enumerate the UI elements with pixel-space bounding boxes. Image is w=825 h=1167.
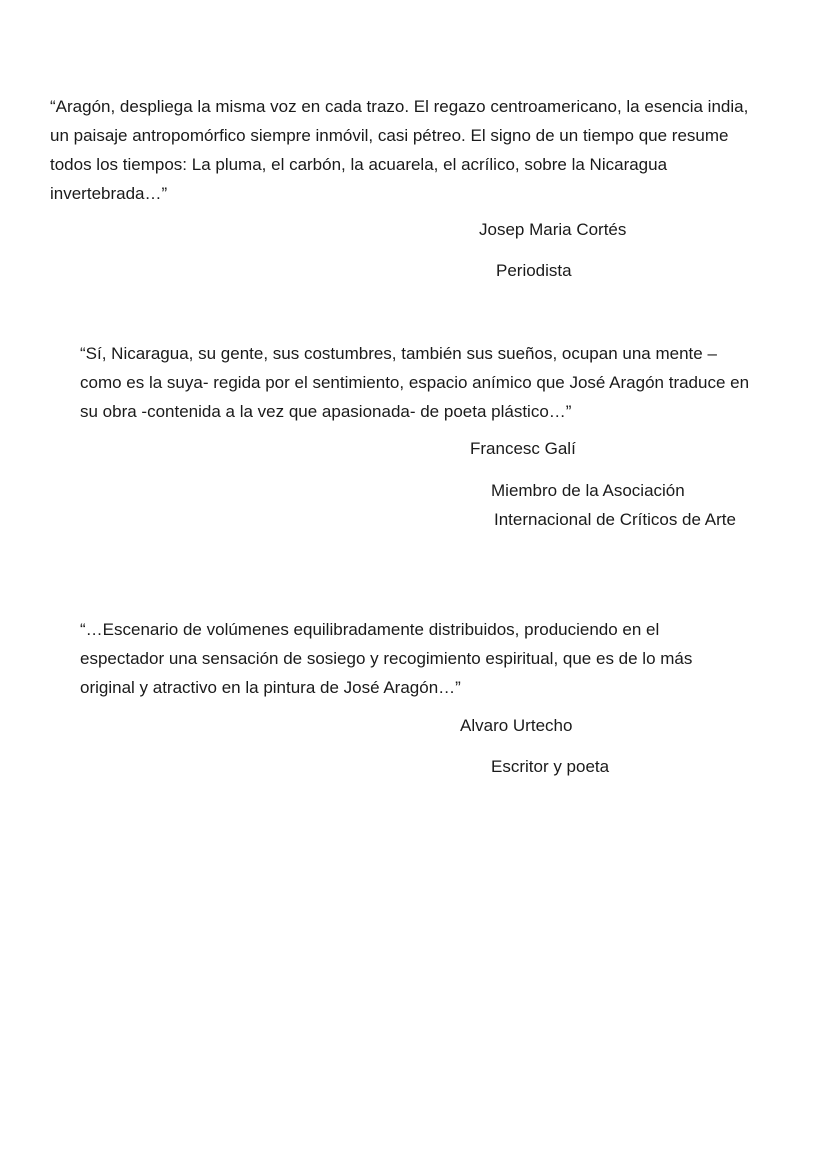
quote-3-line-2: espectador una sensación de sosiego y recogimiento espiritual, que es de lo más: [80, 649, 693, 668]
quote-1: [50, 92, 748, 208]
quote-2-author: Francesc Galí: [470, 439, 576, 458]
quote-1-line-3: todos los tiempos: La pluma, el carbón, la acuarela, el acrílico, sobre la Nicaragua: [50, 155, 668, 174]
quote-1-role: Periodista: [496, 261, 572, 280]
quote-1-author: Josep Maria Cortés: [479, 220, 627, 239]
quote-3-role: Escritor y poeta: [491, 757, 610, 776]
quote-2-line-1: “Sí, Nicaragua, su gente, sus costumbres, también sus sueños, ocupan una mente –: [80, 344, 717, 363]
quote-1-line-4: invertebrada…”: [50, 184, 168, 203]
quote-2-line-3: su obra -contenida a la vez que apasionada- de poeta plástico…”: [80, 402, 572, 421]
quote-3-line-3: original y atractivo en la pintura de José Aragón…”: [80, 678, 461, 697]
quote-1-line-2: un paisaje antropomórfico siempre inmóvil, casi pétreo. El signo de un tiempo que resume: [50, 126, 729, 145]
quote-3-line-1: “…Escenario de volúmenes equilibradamente distribuidos, produciendo en el: [80, 620, 660, 639]
quote-2: [80, 339, 749, 426]
quote-3-author: Alvaro Urtecho: [460, 716, 573, 735]
quote-2-role-line-1: Miembro de la Asociación: [491, 481, 685, 500]
quote-3: [80, 615, 692, 702]
quote-1-line-1: “Aragón, despliega la misma voz en cada trazo. El regazo centroamericano, la esencia india,: [50, 97, 749, 116]
quote-2-role-line-2: Internacional de Críticos de Arte: [494, 510, 736, 529]
quote-2-line-2: como es la suya- regida por el sentimiento, espacio anímico que José Aragón traduce en: [80, 373, 750, 392]
